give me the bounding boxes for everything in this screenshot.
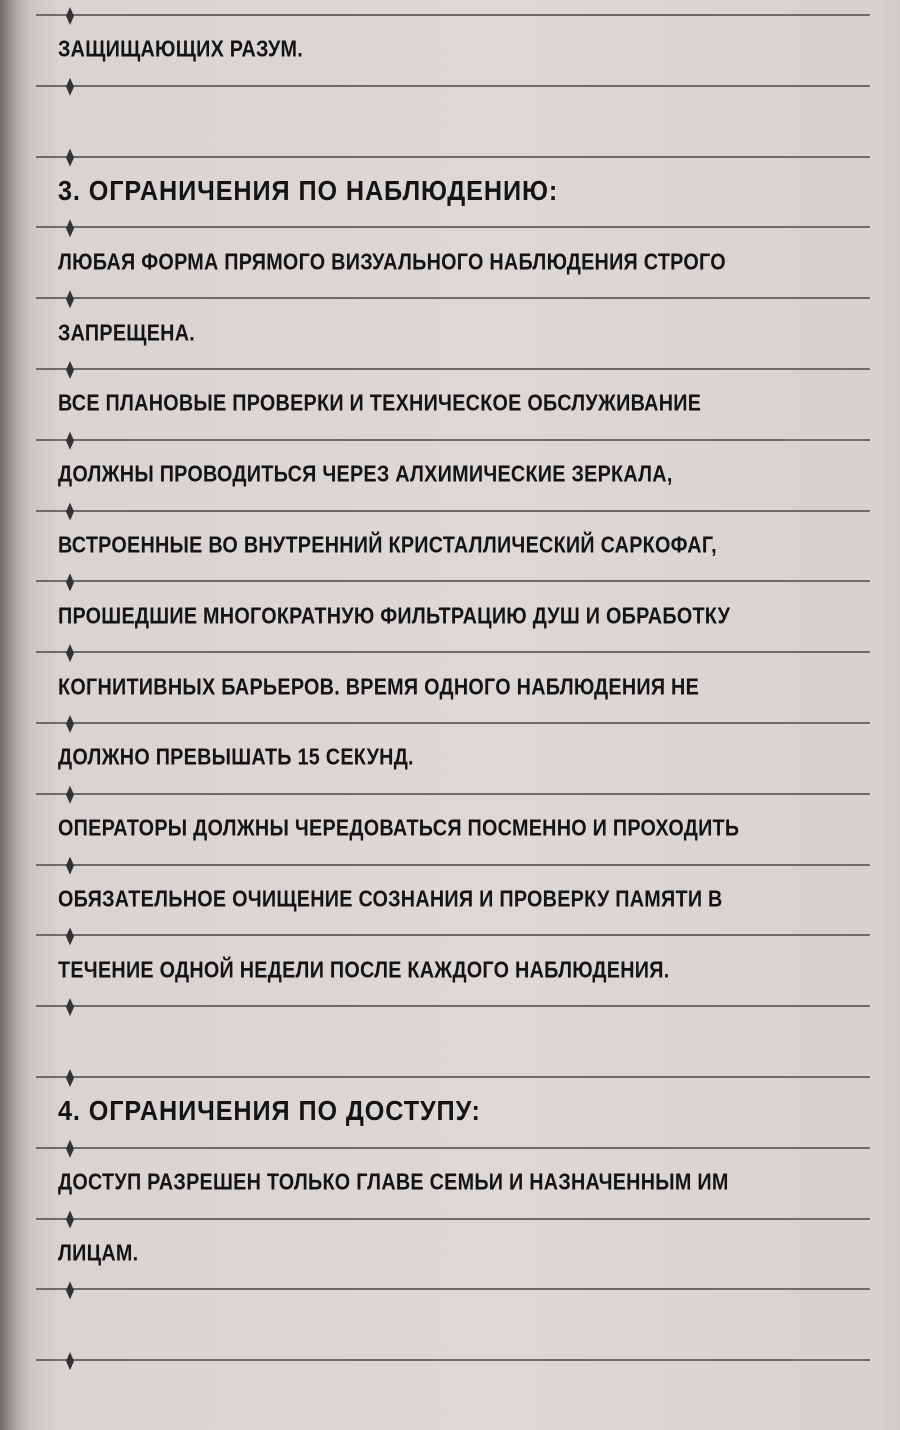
ruled-line — [36, 1288, 870, 1290]
ruled-line — [36, 1147, 870, 1149]
body-text-line: ДОЛЖНО ПРЕВЫШАТЬ 15 СЕКУНД. — [58, 743, 414, 770]
text-line-row — [0, 85, 900, 156]
body-text-line: ПРОШЕДШИЕ МНОГОКРАТНУЮ ФИЛЬТРАЦИЮ ДУШ И ОБРАБОТКУ — [58, 602, 731, 629]
text-line-row — [0, 1218, 900, 1289]
ruled-line — [36, 1076, 870, 1078]
section-heading-row — [0, 1076, 900, 1147]
body-text-line: ТЕЧЕНИЕ ОДНОЙ НЕДЕЛИ ПОСЛЕ КАЖДОГО НАБЛЮДЕНИЯ. — [58, 956, 670, 983]
ruled-line — [36, 934, 870, 936]
text-line-row — [0, 793, 900, 864]
body-text-line: ВСЕ ПЛАНОВЫЕ ПРОВЕРКИ И ТЕХНИЧЕСКОЕ ОБСЛУЖИВАНИЕ — [58, 389, 702, 416]
text-line-row — [0, 1147, 900, 1218]
text-line-row — [0, 368, 900, 439]
ruled-line — [36, 1005, 870, 1007]
body-text-line: ВСТРОЕННЫЕ ВО ВНУТРЕННИЙ КРИСТАЛЛИЧЕСКИЙ САРКОФАГ, — [58, 531, 717, 558]
text-line-row — [0, 864, 900, 935]
text-line-row — [0, 297, 900, 368]
body-text-line: ДОЛЖНЫ ПРОВОДИТЬСЯ ЧЕРЕЗ АЛХИМИЧЕСКИЕ ЗЕРКАЛА, — [58, 460, 673, 487]
ruled-line — [36, 297, 870, 299]
ruled-line — [36, 864, 870, 866]
body-text-line: ОПЕРАТОРЫ ДОЛЖНЫ ЧЕРЕДОВАТЬСЯ ПОСМЕННО И ПРОХОДИТЬ — [58, 814, 740, 841]
ruled-line — [36, 722, 870, 724]
text-line-row — [0, 510, 900, 581]
ruled-line — [36, 156, 870, 158]
text-line-row — [0, 1288, 900, 1359]
ruled-line — [36, 439, 870, 441]
text-line-row — [0, 1359, 900, 1430]
ruled-line — [36, 793, 870, 795]
ruled-line — [36, 226, 870, 228]
ruled-line — [36, 14, 870, 16]
text-line-row — [0, 722, 900, 793]
body-text-line: ДОСТУП РАЗРЕШЕН ТОЛЬКО ГЛАВЕ СЕМЬИ И НАЗНАЧЕННЫМ ИМ — [58, 1168, 729, 1195]
diamond-marker-icon — [66, 7, 74, 25]
section-heading-row — [0, 156, 900, 227]
text-line-row — [0, 226, 900, 297]
ruled-line — [36, 651, 870, 653]
text-line-row — [0, 651, 900, 722]
body-text-line: ЛЮБАЯ ФОРМА ПРЯМОГО ВИЗУАЛЬНОГО НАБЛЮДЕНИЯ СТРОГО — [58, 248, 726, 275]
ruled-line — [36, 580, 870, 582]
ruled-line — [36, 85, 870, 87]
ruled-line — [36, 368, 870, 370]
ruled-line — [36, 1359, 870, 1361]
ruled-line — [36, 1218, 870, 1220]
lined-notebook-page — [0, 14, 900, 1430]
section-heading: 3. ОГРАНИЧЕНИЯ ПО НАБЛЮДЕНИЮ: — [58, 174, 559, 206]
body-text-line: КОГНИТИВНЫХ БАРЬЕРОВ. ВРЕМЯ ОДНОГО НАБЛЮДЕНИЯ НЕ — [58, 673, 700, 700]
section-heading: 4. ОГРАНИЧЕНИЯ ПО ДОСТУПУ: — [58, 1095, 481, 1127]
text-line-row — [0, 14, 900, 85]
text-line-row — [0, 1005, 900, 1076]
ruled-line — [36, 510, 870, 512]
body-text-line: ЗАПРЕЩЕНА. — [58, 319, 196, 346]
text-line-row — [0, 580, 900, 651]
body-text-line: ЗАЩИЩАЮЩИХ РАЗУМ. — [58, 35, 303, 62]
body-text-line: ОБЯЗАТЕЛЬНОЕ ОЧИЩЕНИЕ СОЗНАНИЯ И ПРОВЕРКУ ПАМЯТИ В — [58, 885, 723, 912]
text-line-row — [0, 934, 900, 1005]
body-text-line: ЛИЦАМ. — [58, 1239, 139, 1266]
text-line-row — [0, 439, 900, 510]
